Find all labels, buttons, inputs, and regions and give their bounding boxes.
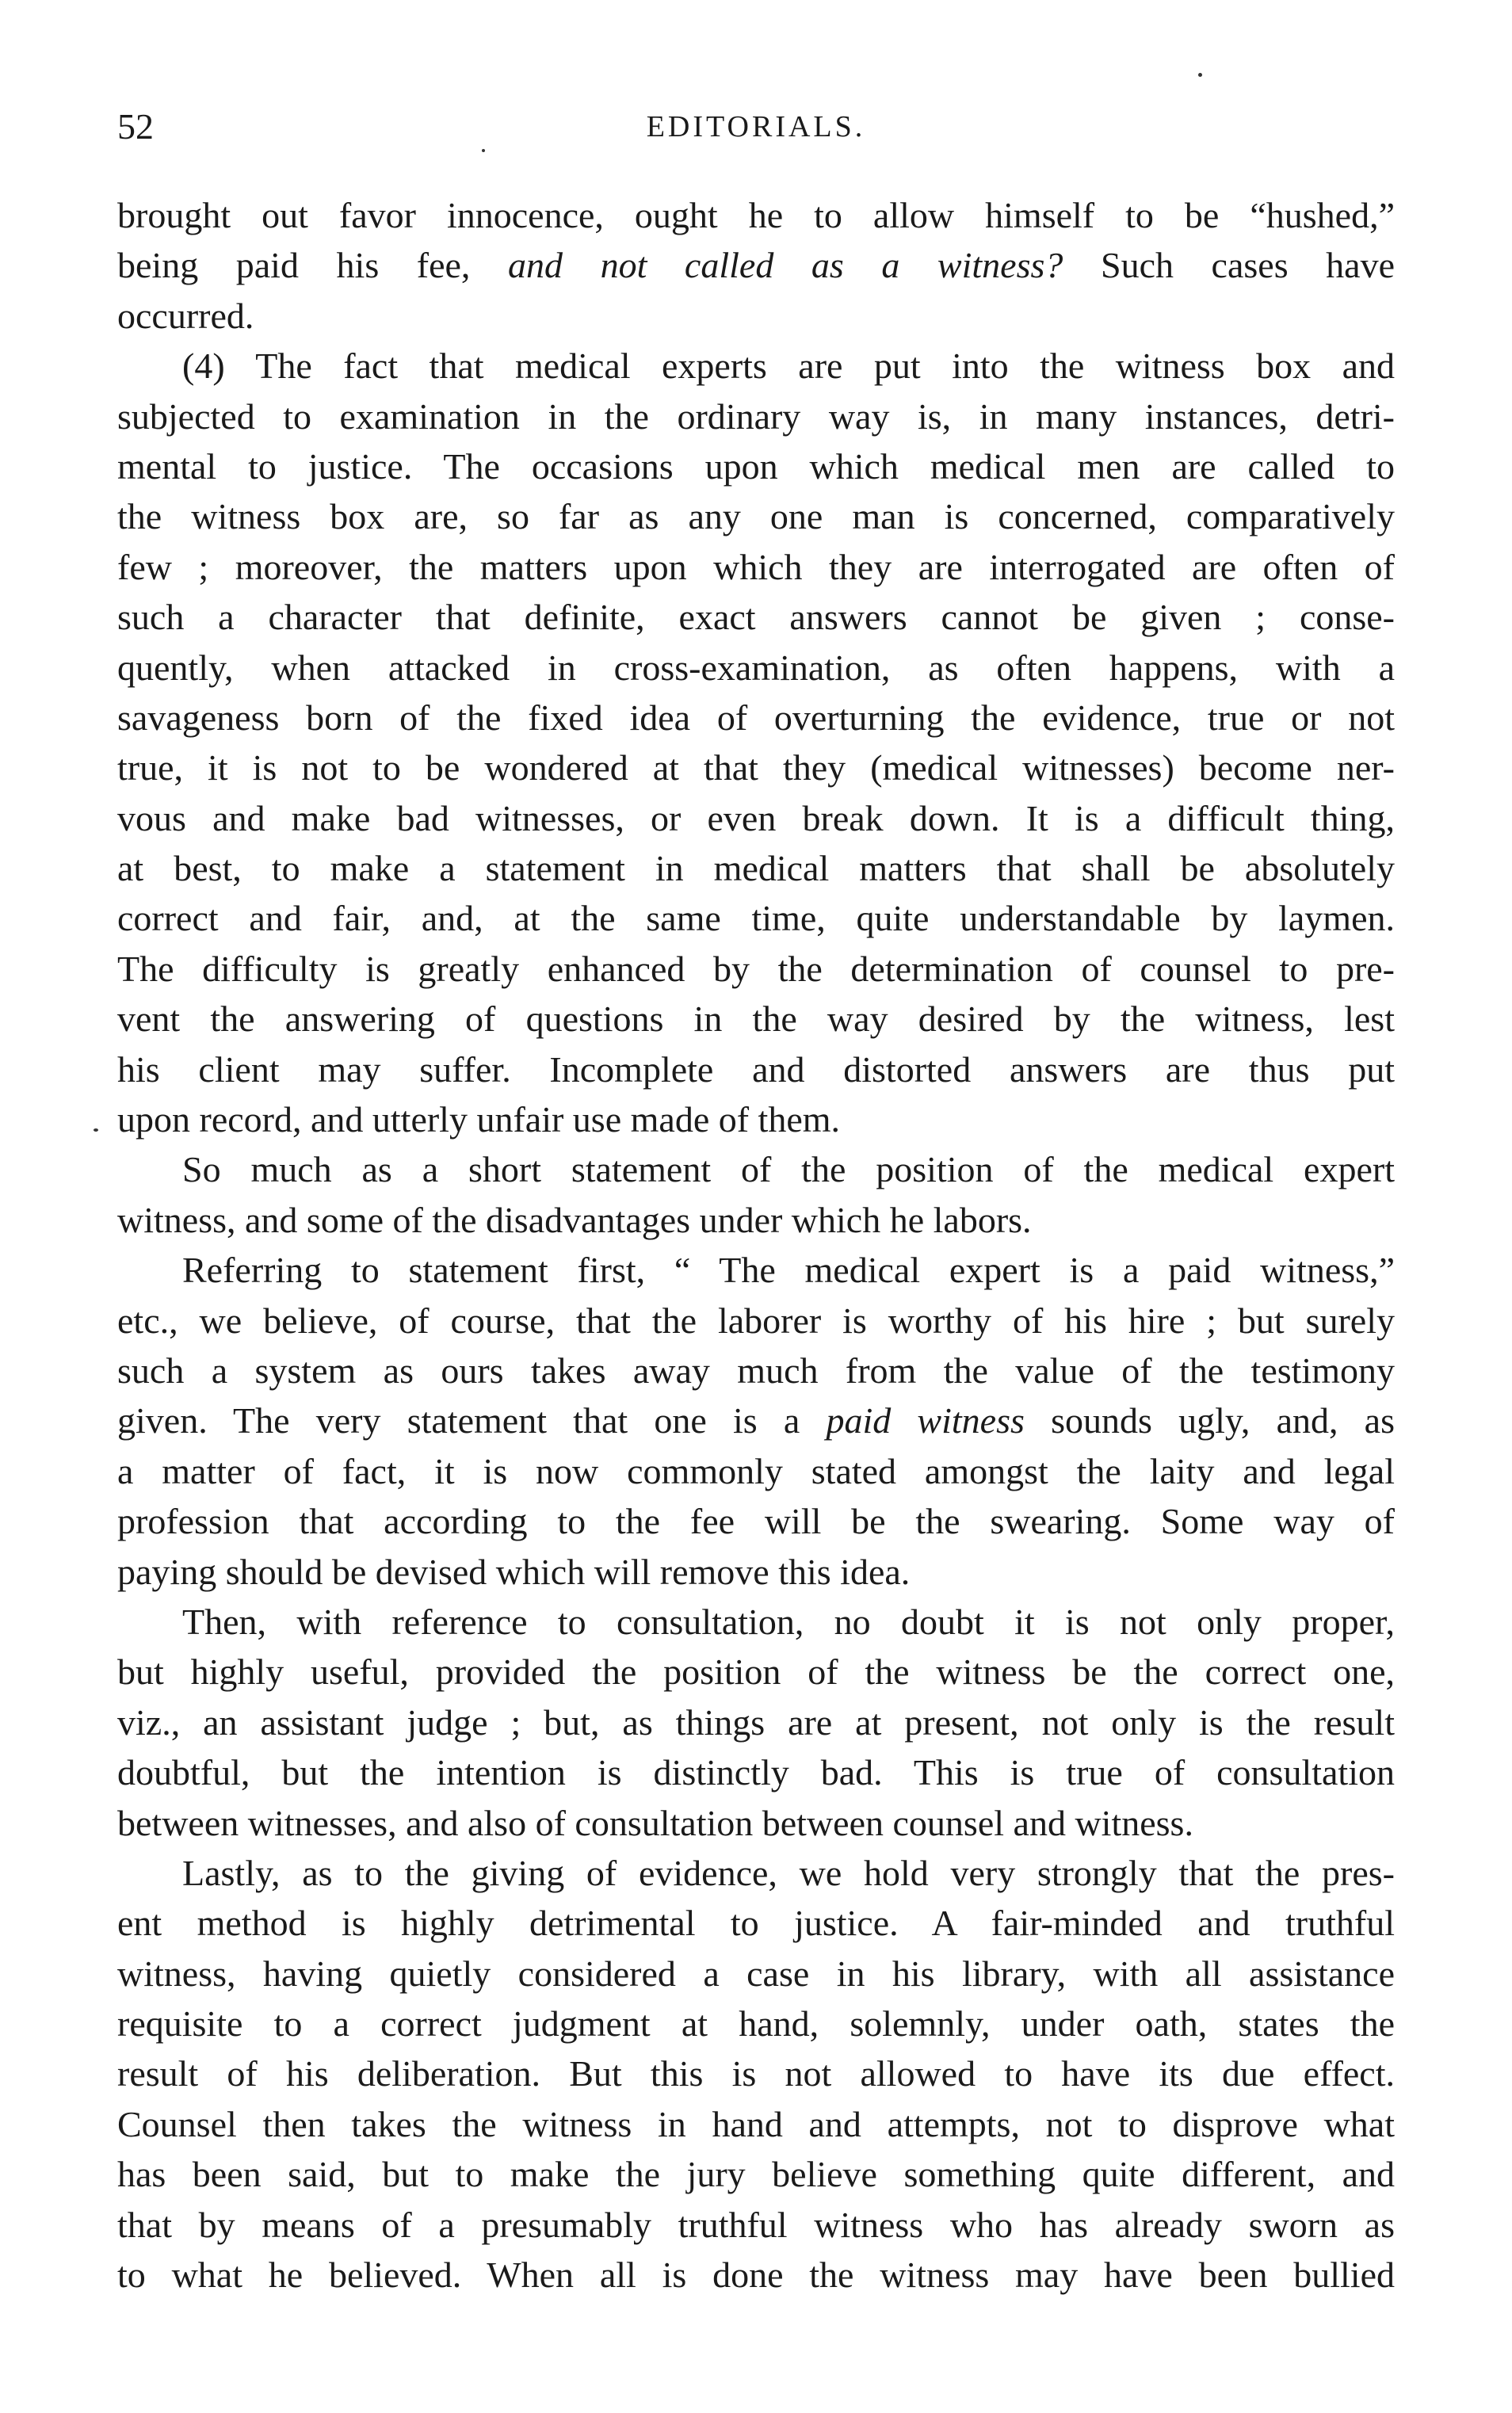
text-span: being paid his fee, [117, 245, 471, 286]
text-line: such a system as ours takes away much from the value of the testimony [117, 1350, 1395, 1391]
text-line: etc., we believe, of course, that the laborer is worthy of his hire ; but surely [117, 1300, 1395, 1341]
text-line: vent the answering of questions in the way desired by the witness, lest [117, 998, 1395, 1040]
text-line: has been said, but to make the jury believe something quite different, and [117, 2154, 1395, 2195]
text-span: Such cases have [1100, 245, 1396, 286]
text-line: subjected to examination in the ordinary way is, in many instances, detri- [117, 395, 1395, 437]
text-line: Counsel then takes the witness in hand and attempts, not to disprove what [117, 2103, 1395, 2144]
text-line: paying should be devised which will remove this idea. [117, 1551, 911, 1592]
text-line: upon record, and utterly unfair use made of them. [117, 1099, 841, 1140]
ink-speck [94, 1128, 98, 1132]
italic-phrase: paid witness [826, 1400, 1025, 1441]
paragraph-first-line: Then, with reference to consultation, no doubt it is not only proper, [182, 1601, 1395, 1642]
text-line: ent method is highly detrimental to justice. A fair-minded and truthful [117, 1903, 1395, 1944]
text-line: at best, to make a statement in medical matters that shall be absolutely [117, 848, 1395, 889]
text-line: a matter of fact, it is now commonly stated amongst the laity and legal [117, 1450, 1395, 1491]
text-line: doubtful, but the intention is distinctly bad. This is true of consultation [117, 1752, 1395, 1793]
text-line: The difficulty is greatly enhanced by the determination of counsel to pre- [117, 948, 1395, 989]
text-span: sounds ugly, and, as [1051, 1400, 1396, 1441]
paragraph-first-line: (4) The fact that medical experts are put into the witness box and [182, 346, 1395, 387]
text-line: mental to justice. The occasions upon which medical men are called to [117, 445, 1395, 487]
text-line: correct and fair, and, at the same time, quite understandable by laymen. [117, 898, 1395, 939]
running-head: EDITORIALS. [646, 110, 866, 143]
text-line: brought out favor innocence, ought he to allow himself to be “hushed,” [117, 195, 1395, 235]
text-line: savageness born of the fixed idea of overturning the evidence, true or not [117, 697, 1395, 738]
text-line: occurred. [117, 295, 254, 336]
ink-speck [482, 149, 485, 152]
text-line: vous and make bad witnesses, or even break down. It is a difficult thing, [117, 797, 1395, 838]
text-line: few ; moreover, the matters upon which they are interrogated are often of [117, 546, 1395, 587]
text-line: to what he believed. When all is done the witness may have been bullied [117, 2255, 1395, 2296]
text-line: but highly useful, provided the position of the witness be the correct one, [117, 1651, 1395, 1693]
text-line: such a character that definite, exact answers cannot be given ; conse- [117, 597, 1395, 638]
paragraph-first-line: Lastly, as to the giving of evidence, we hold very strongly that the pres- [182, 1852, 1395, 1893]
text-line: witness, having quietly considered a case in his library, with all assistance [117, 1953, 1395, 1994]
text-line [117, 240, 1395, 290]
text-line: profession that according to the fee will be the swearing. Some way of [117, 1501, 1395, 1542]
text-line: viz., an assistant judge ; but, as things are at present, not only is the result [117, 1701, 1395, 1743]
text-line: requisite to a correct judgment at hand, solemnly, under oath, states the [117, 2003, 1395, 2045]
text-line: witness, and some of the disadvantages under which he labors. [117, 1199, 1032, 1240]
ink-speck [1198, 73, 1202, 77]
text-line: between witnesses, and also of consultation between counsel and witness. [117, 1802, 1193, 1843]
text-line: his client may suffer. Incomplete and distorted answers are thus put [117, 1048, 1395, 1090]
text-line: the witness box are, so far as any one man is concerned, comparatively [117, 496, 1395, 537]
page-number: 52 [117, 106, 154, 147]
text-line: result of his deliberation. But this is not allowed to have its due effect. [117, 2053, 1395, 2094]
page-header [117, 103, 1395, 151]
body-text [117, 190, 1395, 2300]
text-span: given. The very statement that one is a [117, 1400, 800, 1441]
paragraph-first-line: So much as a short statement of the position of the medical expert [182, 1149, 1395, 1190]
text-line: true, it is not to be wondered at that they (medical witnesses) become ner- [117, 747, 1395, 788]
paragraph-first-line: Referring to statement first, “ The medical expert is a paid witness,” [182, 1250, 1395, 1291]
italic-phrase: and not called as a witness? [508, 245, 1063, 286]
text-line: that by means of a presumably truthful witness who has already sworn as [117, 2204, 1395, 2245]
text-line: quently, when attacked in cross-examination, as often happens, with a [117, 647, 1395, 688]
text-line [117, 1395, 1395, 1445]
